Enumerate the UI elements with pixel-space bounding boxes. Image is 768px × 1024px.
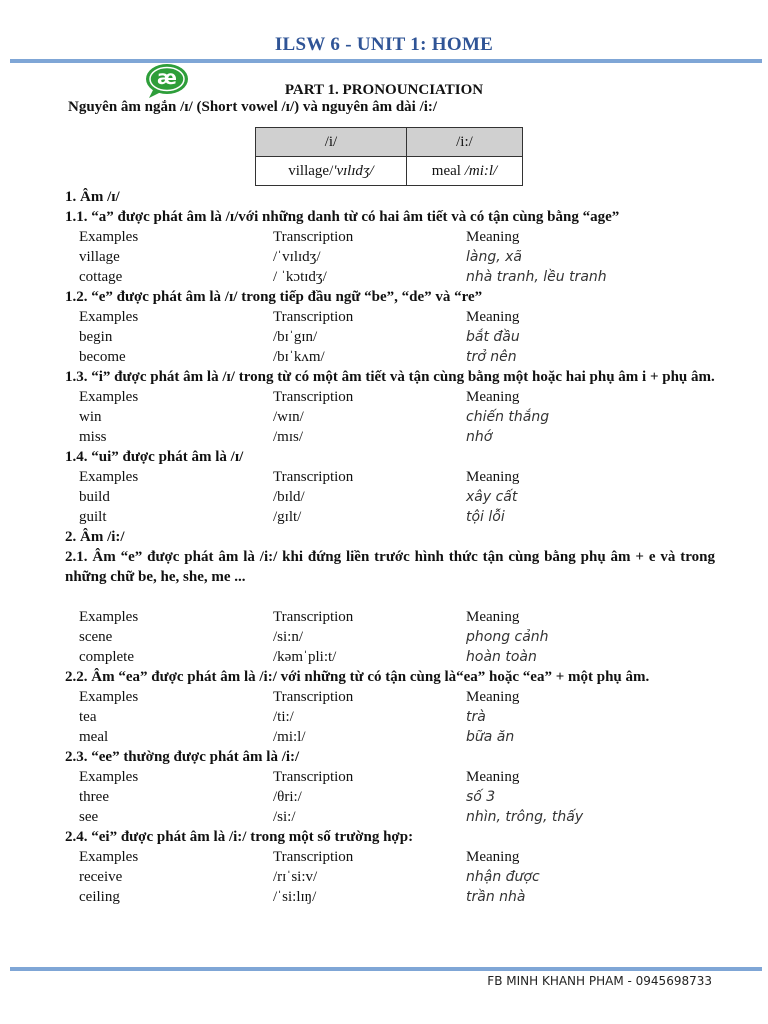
- column-transcription: Transcription: [273, 309, 354, 325]
- example-transcription: /si:n/: [273, 629, 304, 645]
- example-row: [65, 407, 715, 427]
- spacer: [65, 587, 715, 607]
- vowel-ipa: 'vɪlɪdʒ/: [333, 162, 374, 179]
- section-heading: 1.4. “ui” được phát âm là /ɪ/: [65, 449, 244, 465]
- example-meaning: làng, xã: [466, 249, 522, 265]
- example-word: tea: [79, 709, 97, 725]
- example-transcription: /gɪlt/: [273, 509, 302, 525]
- example-word: village: [79, 249, 120, 265]
- column-transcription: Transcription: [273, 609, 354, 625]
- vowel-word: village/: [288, 162, 334, 179]
- example-meaning: tội lỗi: [466, 509, 505, 525]
- example-transcription: /ˈvɪlɪdʒ/: [273, 249, 321, 265]
- logo-text: æ: [157, 67, 177, 89]
- section-heading: 1.1. “a” được phát âm là /ɪ/với những danh từ có hai âm tiết và có tận cùng bằng “age”: [65, 209, 620, 225]
- example-row: [65, 627, 715, 647]
- example-word: build: [79, 489, 110, 505]
- example-word: scene: [79, 629, 113, 645]
- example-meaning: chiến thắng: [466, 409, 550, 425]
- column-header-row: [65, 687, 715, 707]
- column-meaning: Meaning: [466, 769, 520, 785]
- part-title: PART 1. PRONOUNCIATION: [284, 82, 484, 98]
- vowel-header-long: /i:/: [406, 128, 522, 157]
- column-meaning: Meaning: [466, 469, 520, 485]
- section-heading: 1.3. “i” được phát âm là /ɪ/ trong từ có một âm tiết và tận cùng bằng một hoặc hai phụ âm i + phụ âm.: [65, 369, 715, 385]
- example-row: [65, 707, 715, 727]
- example-meaning: nhìn, trông, thấy: [466, 809, 584, 825]
- column-header-row: [65, 607, 715, 627]
- example-meaning: trở nên: [466, 349, 517, 365]
- vowel-example-long: [406, 157, 522, 186]
- example-word: three: [79, 789, 109, 805]
- example-word: win: [79, 409, 102, 425]
- example-transcription: /mi:l/: [273, 729, 306, 745]
- example-transcription: /bɪld/: [273, 489, 305, 505]
- section-subtitle: Nguyên âm ngắn /ɪ/ (Short vowel /ɪ/) và nguyên âm dài /i:/: [68, 99, 438, 115]
- example-transcription: / ˈkɔtɪdʒ/: [273, 269, 327, 285]
- example-row: [65, 727, 715, 747]
- example-word: complete: [79, 649, 134, 665]
- column-meaning: Meaning: [466, 689, 520, 705]
- example-meaning: bữa ăn: [466, 729, 515, 745]
- example-word: meal: [79, 729, 109, 745]
- example-transcription: /si:/: [273, 809, 296, 825]
- column-header-row: [65, 307, 715, 327]
- column-examples: Examples: [79, 849, 139, 865]
- example-transcription: /rɪˈsi:v/: [273, 869, 318, 885]
- column-meaning: Meaning: [466, 389, 520, 405]
- footer-divider: [10, 967, 762, 971]
- section-heading: 2. Âm /i:/: [65, 529, 125, 545]
- column-examples: Examples: [79, 469, 139, 485]
- example-meaning: hoàn toàn: [466, 649, 537, 665]
- example-transcription: /ti:/: [273, 709, 294, 725]
- section-heading: 2.2. Âm “ea” được phát âm là /i:/ với những từ có tận cùng là“ea” hoặc “ea” + một phụ âm.: [65, 669, 650, 685]
- column-transcription: Transcription: [273, 469, 354, 485]
- column-meaning: Meaning: [466, 609, 520, 625]
- vowel-ipa: /mi:l/: [464, 162, 498, 179]
- example-row: [65, 787, 715, 807]
- vowel-table: [255, 127, 523, 186]
- example-row: [65, 647, 715, 667]
- example-row: [65, 867, 715, 887]
- example-word: guilt: [79, 509, 107, 525]
- example-meaning: nhớ: [466, 429, 493, 445]
- example-transcription: /bɪˈkʌm/: [273, 349, 325, 365]
- example-word: miss: [79, 429, 107, 445]
- example-row: [65, 347, 715, 367]
- column-header-row: [65, 467, 715, 487]
- pronunciation-content: [65, 187, 715, 907]
- example-transcription: /ˈsi:lɪŋ/: [273, 889, 317, 905]
- column-examples: Examples: [79, 769, 139, 785]
- footer-credit: FB MINH KHANH PHAM - 0945698733: [487, 974, 712, 988]
- column-examples: Examples: [79, 309, 139, 325]
- example-meaning: phong cảnh: [466, 629, 549, 645]
- example-transcription: /kəmˈpli:t/: [273, 649, 337, 665]
- example-transcription: /θri:/: [273, 789, 302, 805]
- column-examples: Examples: [79, 609, 139, 625]
- section-heading: 1. Âm /ɪ/: [65, 189, 120, 205]
- example-row: [65, 267, 715, 287]
- vowel-header-short: /i/: [256, 128, 407, 157]
- example-row: [65, 427, 715, 447]
- example-meaning: trà: [466, 709, 486, 725]
- column-transcription: Transcription: [273, 769, 354, 785]
- example-word: become: [79, 349, 126, 365]
- column-examples: Examples: [79, 229, 139, 245]
- example-meaning: nhà tranh, lều tranh: [466, 269, 607, 285]
- example-transcription: /mɪs/: [273, 429, 304, 445]
- example-meaning: trần nhà: [466, 889, 526, 905]
- column-transcription: Transcription: [273, 689, 354, 705]
- example-word: receive: [79, 869, 123, 885]
- column-transcription: Transcription: [273, 849, 354, 865]
- column-header-row: [65, 387, 715, 407]
- header-divider: [10, 59, 762, 63]
- page-title: ILSW 6 - UNIT 1: HOME: [274, 34, 494, 55]
- example-meaning: nhận được: [466, 869, 540, 885]
- vowel-word: meal: [431, 162, 465, 179]
- column-transcription: Transcription: [273, 389, 354, 405]
- example-word: begin: [79, 329, 113, 345]
- example-row: [65, 247, 715, 267]
- example-meaning: bắt đầu: [466, 329, 520, 345]
- section-heading: 2.4. “ei” được phát âm là /i:/ trong một số trường hợp:: [65, 829, 414, 845]
- example-transcription: /bɪˈgɪn/: [273, 329, 318, 345]
- example-row: [65, 487, 715, 507]
- column-examples: Examples: [79, 689, 139, 705]
- vowel-example-short: [256, 157, 407, 186]
- example-row: [65, 807, 715, 827]
- section-heading: 2.1. Âm “e” được phát âm là /i:/ khi đứng liền trước hình thức tận cùng bằng phụ âm + e và trong những chữ be, he, she, me ...: [65, 549, 715, 585]
- example-transcription: /wɪn/: [273, 409, 304, 425]
- column-transcription: Transcription: [273, 229, 354, 245]
- example-row: [65, 507, 715, 527]
- example-meaning: số 3: [466, 789, 496, 805]
- column-meaning: Meaning: [466, 229, 520, 245]
- example-word: cottage: [79, 269, 123, 285]
- column-header-row: [65, 227, 715, 247]
- example-meaning: xây cất: [466, 489, 518, 505]
- column-examples: Examples: [79, 389, 139, 405]
- example-word: see: [79, 809, 99, 825]
- column-header-row: [65, 767, 715, 787]
- column-meaning: Meaning: [466, 309, 520, 325]
- example-word: ceiling: [79, 889, 120, 905]
- column-header-row: [65, 847, 715, 867]
- example-row: [65, 887, 715, 907]
- column-meaning: Meaning: [466, 849, 520, 865]
- section-heading: 2.3. “ee” thường được phát âm là /i:/: [65, 749, 300, 765]
- example-row: [65, 327, 715, 347]
- section-heading: 1.2. “e” được phát âm là /ɪ/ trong tiếp đầu ngữ “be”, “de” và “re”: [65, 289, 483, 305]
